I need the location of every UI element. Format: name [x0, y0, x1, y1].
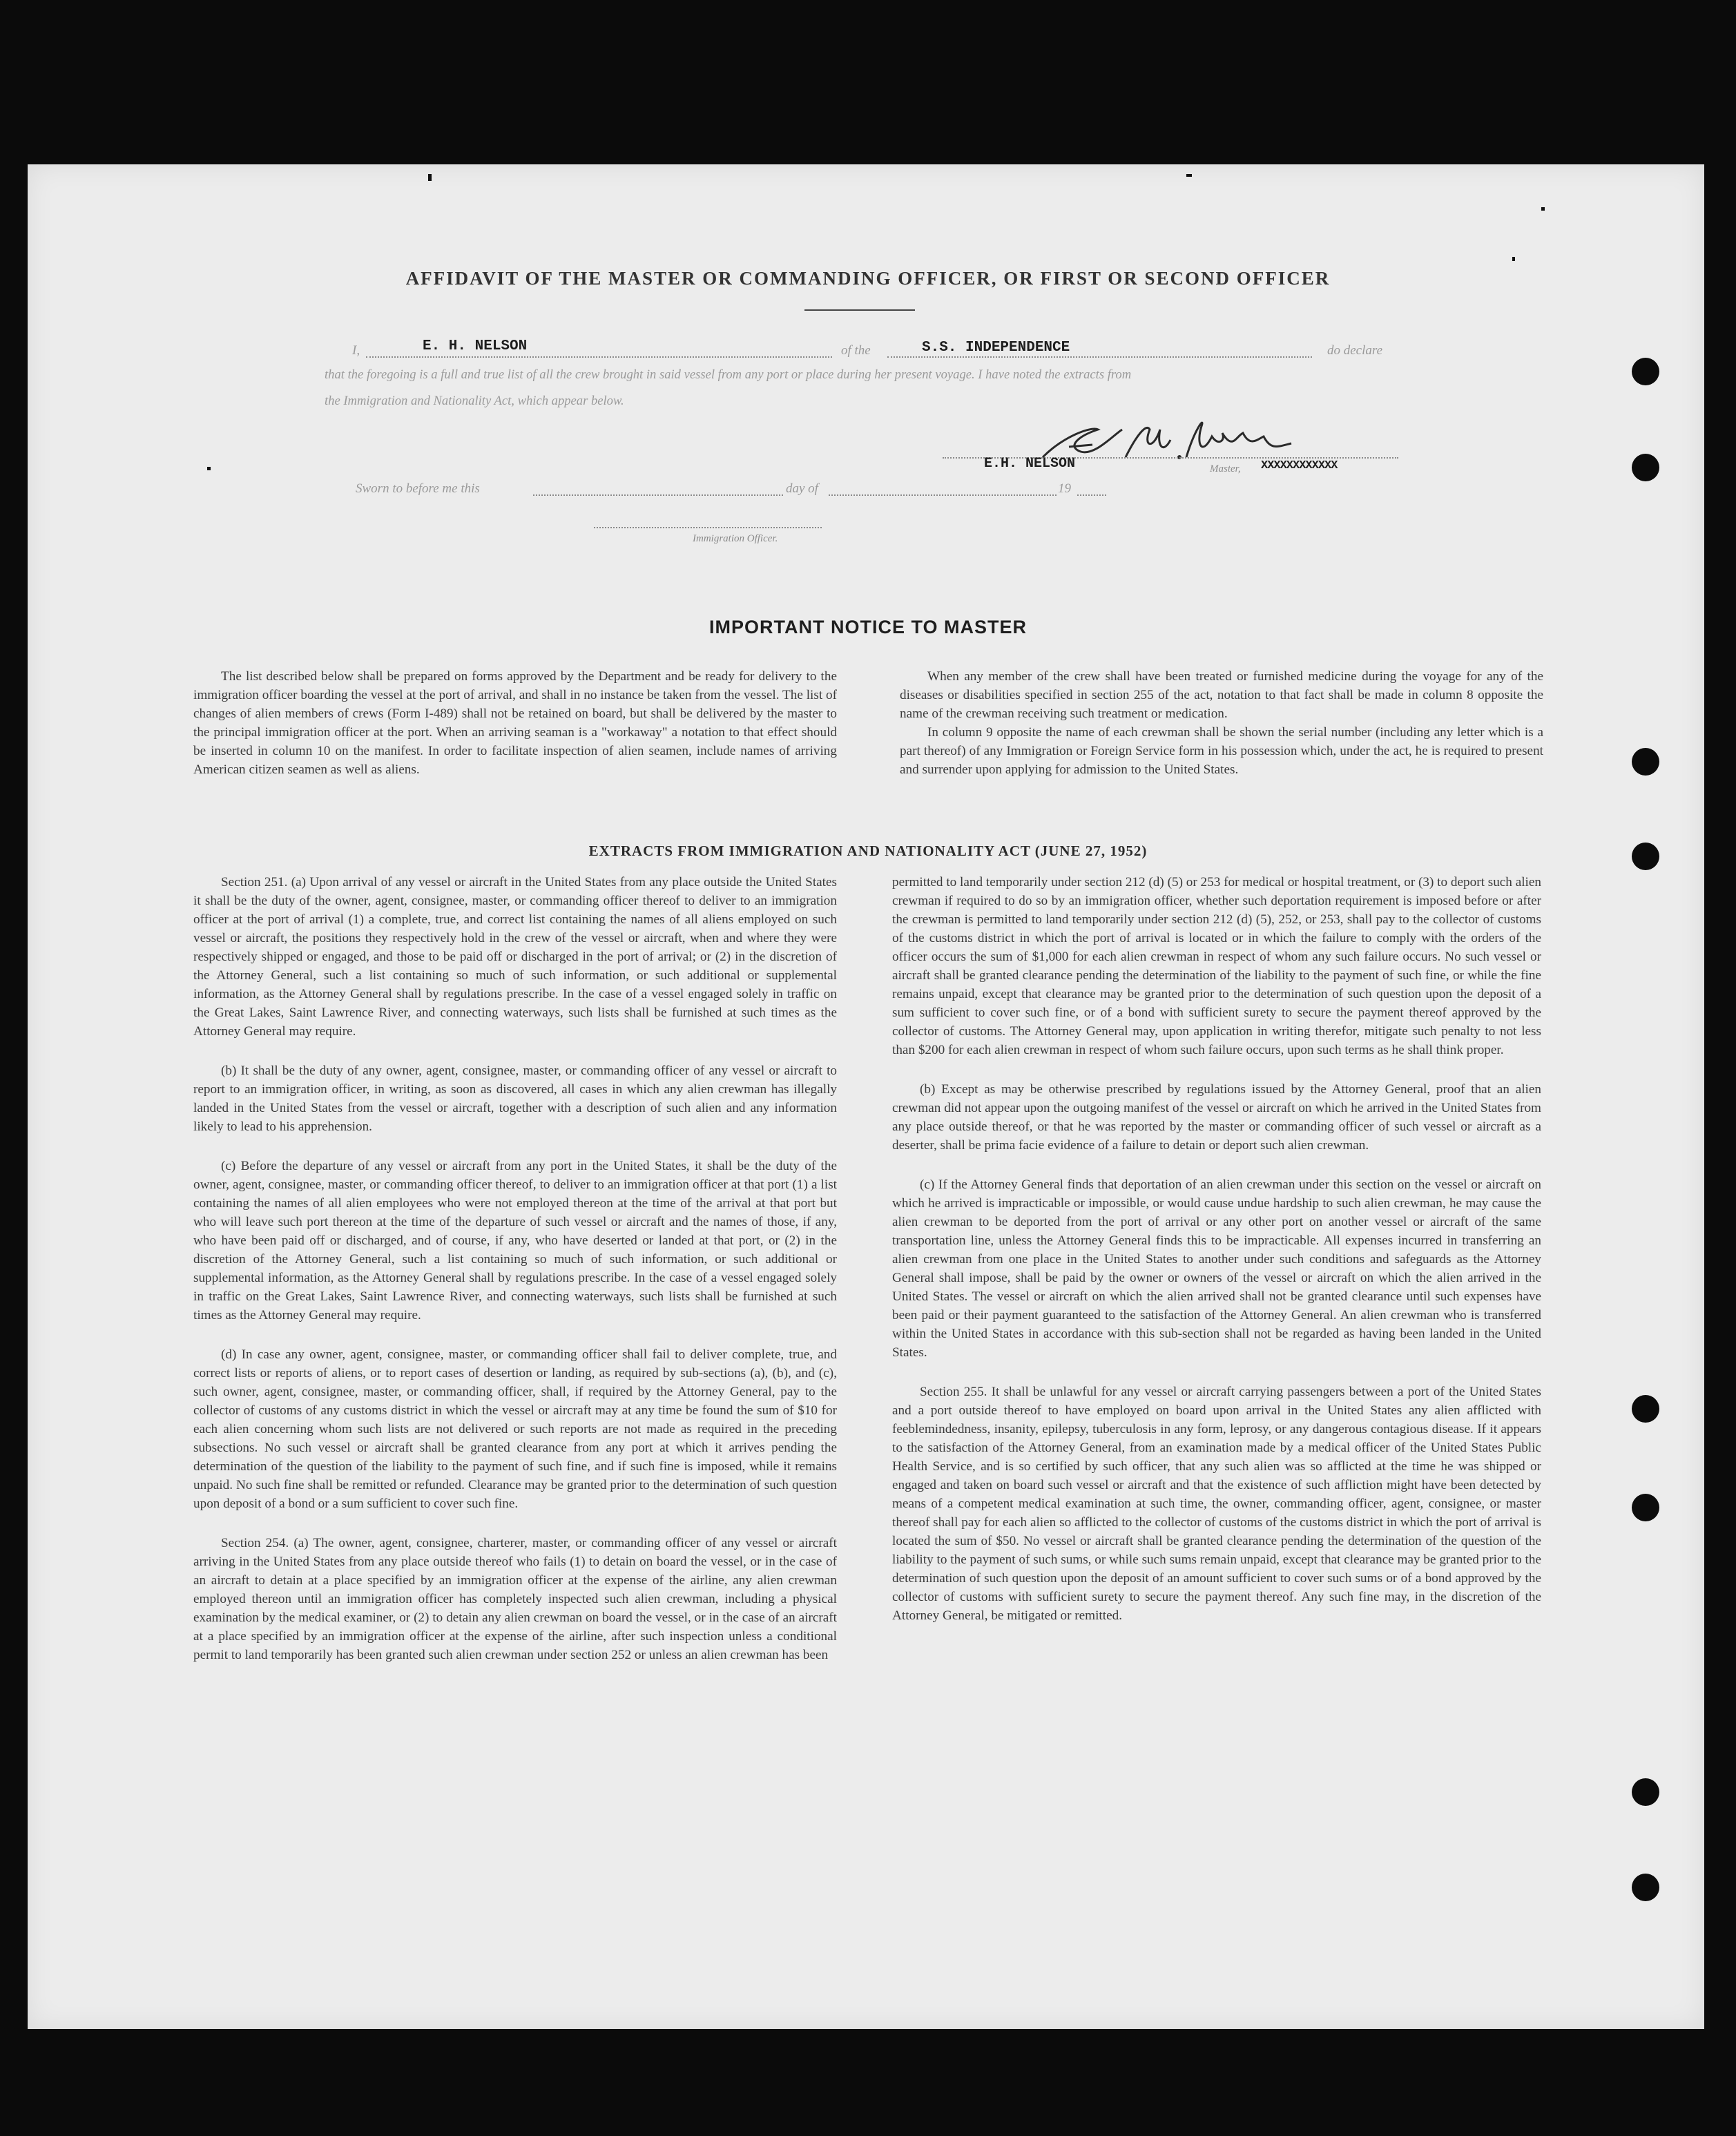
- signature-typed: E.H. NELSON: [984, 456, 1076, 472]
- section-251-a: Section 251. (a) Upon arrival of any vessel or aircraft in the United States from any place outside the United States it shall be the duty of the owner, agent, consignee, master, or commanding officer thereof to deliver to an immigration officer at the port of arrival (1) a complete, true, and correct list containing the names of all aliens employed on such vessel or aircraft, the positions they respectively hold in the crew of the vessel or aircraft, when and where they were respectively shipped or engaged, and those to be paid off or discharged in the port of arrival; or (2) in the discretion of the Attorney General, such a list containing so much of such information, or such additional or supplemental information, as the Attorney General shall by regulations prescribe. In the case of a vessel engaged solely in traffic on the Great Lakes, Saint Lawrence River, and connecting waterways, such lists shall be furnished at such times as the Attorney General may require.: [193, 875, 837, 1039]
- section-254-a: Section 254. (a) The owner, agent, consignee, charterer, master, or commanding officer of any vessel or aircraft arriving in the United States from any place outside thereof who fails (1) to detain on board the vessel, or in the case of an aircraft to detain at a place specified by an immigration officer at the expense of the airline, any alien crewman employed thereon until an immigration officer has completely inspected such alien crewman, including a physical examination by the medical examiner, or (2) to detain any alien crewman on board the vessel, or in the case of an aircraft at a place specified by an immigration officer at the expense of the airline, after such inspection unless a conditional permit to land temporarily has been granted such alien crewman under section 252 or unless an alien crewman has been: [193, 1536, 837, 1662]
- binder-hole: [1632, 358, 1659, 385]
- name-line: [366, 356, 832, 358]
- notice-title: IMPORTANT NOTICE TO MASTER: [709, 617, 1027, 637]
- vessel-name: S.S. INDEPENDENCE: [922, 340, 1070, 356]
- section-251-d: (d) In case any owner, agent, consignee, master, or commanding officer shall fail to deliver complete, true, and correct lists or reports of aliens, or to report cases of desertion or landing, as required by sub-sections (a), (b), and (c), such owner, agent, consignee, master, or commanding officer, shall, if required by the Attorney General, pay to the collector of customs of any customs district in which the vessel or aircraft may at any time be found the sum of $10 for each alien concerning whom such lists are not delivered or such reports are not made as required in the preceding subsections. No such vessel or aircraft shall be granted clearance from any port at which it arrives pending the determination of the question of the liability to the payment of such fine, and if such fine is imposed, while it remains unpaid. No such fine shall be remitted or refunded. Clearance may be granted prior to the determination of such question upon deposit of a bond or a sum sufficient to cover such fine.: [193, 1347, 837, 1511]
- notice-paragraph: The list described below shall be prepared on forms approved by the Department and be ready for delivery to the immigration officer boarding the vessel at the port of arrival, and shall in no instance be taken from the vessel. The list of changes of alien members of crews (Form I-489) shall not be retained on board, but shall be delivered by the master to the principal immigration officer at the port. When an arriving seaman is a "workaway" a notation to that effect should be inserted in column 10 on the manifest. In order to facilitate inspection of alien seamen, include names of arriving American citizen seamen as well as aliens.: [193, 669, 837, 777]
- speck: [1186, 174, 1192, 177]
- extracts-left-column: [193, 873, 837, 1664]
- binder-hole: [1632, 1874, 1659, 1901]
- binder-hole: [1632, 454, 1659, 481]
- speck: [1512, 257, 1515, 261]
- affidavit-title: AFFIDAVIT OF THE MASTER OR COMMANDING OFFICER, OR FIRST OR SECOND OFFICER: [405, 268, 1331, 289]
- binder-hole: [1632, 1494, 1659, 1521]
- immigration-officer-line: [594, 527, 822, 528]
- declaration-line-3: the Immigration and Nationality Act, which appear below.: [325, 394, 624, 408]
- day-of-label: day of: [786, 481, 818, 496]
- extracts-title: EXTRACTS FROM IMMIGRATION AND NATIONALITY ACT (JUNE 27, 1952): [588, 843, 1148, 859]
- section-255: Section 255. It shall be unlawful for any vessel or aircraft carrying passengers between a port of the United States and a port outside thereof to have employed on board upon arrival in the United States any alien afflicted with feeblemindedness, insanity, epilepsy, tuberculosis in any form, leprosy, or any dangerous contagious disease. If it appears to the satisfaction of the Attorney General, from an examination made by a medical officer of the United States Public Health Service, and is so certified by such officer, that any such alien was so afflicted at the time he was shipped or engaged and taken on board such vessel or aircraft and that the existence of such affliction might have been detected by means of a competent medical examination at such time, the owner, commanding officer, agent, consignee, or master thereof shall pay for each alien so afflicted to the collector of customs of the customs district in which the port of arrival is located the sum of $50. No vessel or aircraft shall be granted clearance pending the determination of the question of the liability to the payment of such sums, or while such sums remain unpaid, except that clearance may be granted prior to the determination of such question upon the deposit of an amount sufficient to cover such sums or of a bond approved by the collector of customs with sufficient surety to secure the payment thereof. Any such fine may, in the discretion of the Attorney General, be mitigated or remitted.: [892, 1385, 1541, 1623]
- title-divider: [804, 309, 915, 311]
- extracts-right-column: [892, 873, 1541, 1625]
- speck: [207, 467, 211, 470]
- master-label: Master,: [1210, 463, 1241, 474]
- immigration-officer-label: Immigration Officer.: [693, 533, 778, 544]
- binder-hole: [1632, 1395, 1659, 1423]
- binder-hole: [1632, 1778, 1659, 1806]
- declaration-line-2: that the foregoing is a full and true list of all the crew brought in said vessel from any port or place during her present voyage. I have noted the extracts from: [325, 367, 1132, 382]
- officer-name: E. H. NELSON: [423, 338, 528, 354]
- speck: [428, 174, 432, 181]
- notice-paragraph: When any member of the crew shall have been treated or furnished medicine during the voyage for any of the diseases or disabilities specified in section 255 of the act, notation to that fact shall be made in column 8 opposite the name of the crewman receiving such treatment or medication.: [900, 669, 1543, 721]
- year-label: 19: [1058, 481, 1071, 496]
- struck-title: XXXXXXXXXXXX: [1261, 459, 1338, 472]
- notice-left-column: [193, 667, 837, 779]
- speck: [1541, 207, 1545, 211]
- section-254-a-continued: permitted to land temporarily under section 212 (d) (5) or 253 for medical or hospital treatment, or (3) to deport such alien crewman if required to do so by an immigration officer, whether such deportation requirement is imposed before or after the crewman is permitted to land temporarily under section 212 (d) (5), 252, or 253, shall pay to the collector of customs of the customs district in which the port of arrival is located or in which the failure to comply with the orders of the officer occurs the sum of $1,000 for each alien crewman in respect of whom any such failure occurs. No such vessel or aircraft shall be granted clearance pending the determination of the liability to the payment of such fine, or while the fine remains unpaid, except that clearance may be granted prior to the determination of such question upon the deposit of a sum sufficient to cover such fine, or of a bond with sufficient surety to secure the payment thereof approved by the collector of customs. The Attorney General may, upon application in writing therefor, mitigate such penalty to not less than $200 for each alien crewman in respect of whom such failure occurs, upon such terms as he shall think proper.: [892, 875, 1541, 1057]
- section-254-c: (c) If the Attorney General finds that deportation of an alien crewman under this section on the vessel or aircraft on which he arrived is impracticable or impossible, or would cause undue hardship to such alien crewman, he may cause the alien crewman to be deported from the port of arrival or any other port on another vessel or aircraft of the same transportation line, unless the Attorney General finds this to be impracticable. All expenses incurred in transferring an alien crewman from one place in the United States to another under such conditions and safeguards as the Attorney General shall impose, shall be paid by the owner or owners of the vessel or aircraft on which the alien arrived in the United States. The vessel or aircraft on which the alien arrived shall not be granted clearance until such expenses have been paid or their payment guaranteed to the satisfaction of the Attorney General. An alien crewman who is transferred within the United States in accordance with this sub-section shall not be regarded as having been landed in the United States.: [892, 1177, 1541, 1360]
- section-254-b: (b) Except as may be otherwise prescribed by regulations issued by the Attorney General, proof that an alien crewman did not appear upon the outgoing manifest of the vessel or aircraft on which he arrived in the United States from any place outside thereof, or that he was reported by the master or commanding officer of such vessel or aircraft as a deserter, shall be prima facie evidence of a failure to detain or deport such alien crewman.: [892, 1082, 1541, 1153]
- do-declare-label: do declare: [1327, 343, 1383, 358]
- of-the-label: of the: [841, 343, 871, 358]
- year-line: [1077, 494, 1106, 496]
- section-251-c: (c) Before the departure of any vessel or aircraft from any port in the United States, it shall be the duty of the owner, agent, consignee, master, or commanding officer thereof, to deliver to an immigration officer at that port (1) a list containing the names of all alien employees who were not employed thereon at the time of the arrival at that port but who will leave such port thereon at the time of the departure of such vessel or aircraft and the names of those, if any, who have been paid off or discharged, and of course, if any, who have deserted or landed at that port, or (2) in the discretion of the Attorney General, such a list containing so much of such information, or such additional or supplemental information, as the Attorney General shall by regulations prescribe. In the case of a vessel engaged solely in traffic on the Great Lakes, Saint Lawrence River, and connecting waterways, such lists shall be furnished at such times as the Attorney General may require.: [193, 1159, 837, 1322]
- notice-paragraph: In column 9 opposite the name of each crewman shall be shown the serial number (including any letter which is a part thereof) of any Immigration or Foreign Service form in his possession which, under the act, he is required to present and surrender upon applying for admission to the United States.: [900, 725, 1543, 777]
- sworn-day-line: [533, 494, 783, 496]
- sworn-label: Sworn to before me this: [356, 481, 480, 496]
- month-line: [829, 494, 1057, 496]
- section-251-b: (b) It shall be the duty of any owner, agent, consignee, master, or commanding officer of any vessel or aircraft to report to an immigration officer, in writing, as soon as discovered, all cases in which any alien crewman has illegally landed in the United States from the vessel or aircraft, together with a description of such alien and any information likely to lead to his apprehension.: [193, 1064, 837, 1134]
- i-label: I,: [352, 343, 360, 358]
- vessel-line: [887, 356, 1312, 358]
- binder-hole: [1632, 748, 1659, 776]
- notice-right-column: [900, 667, 1543, 779]
